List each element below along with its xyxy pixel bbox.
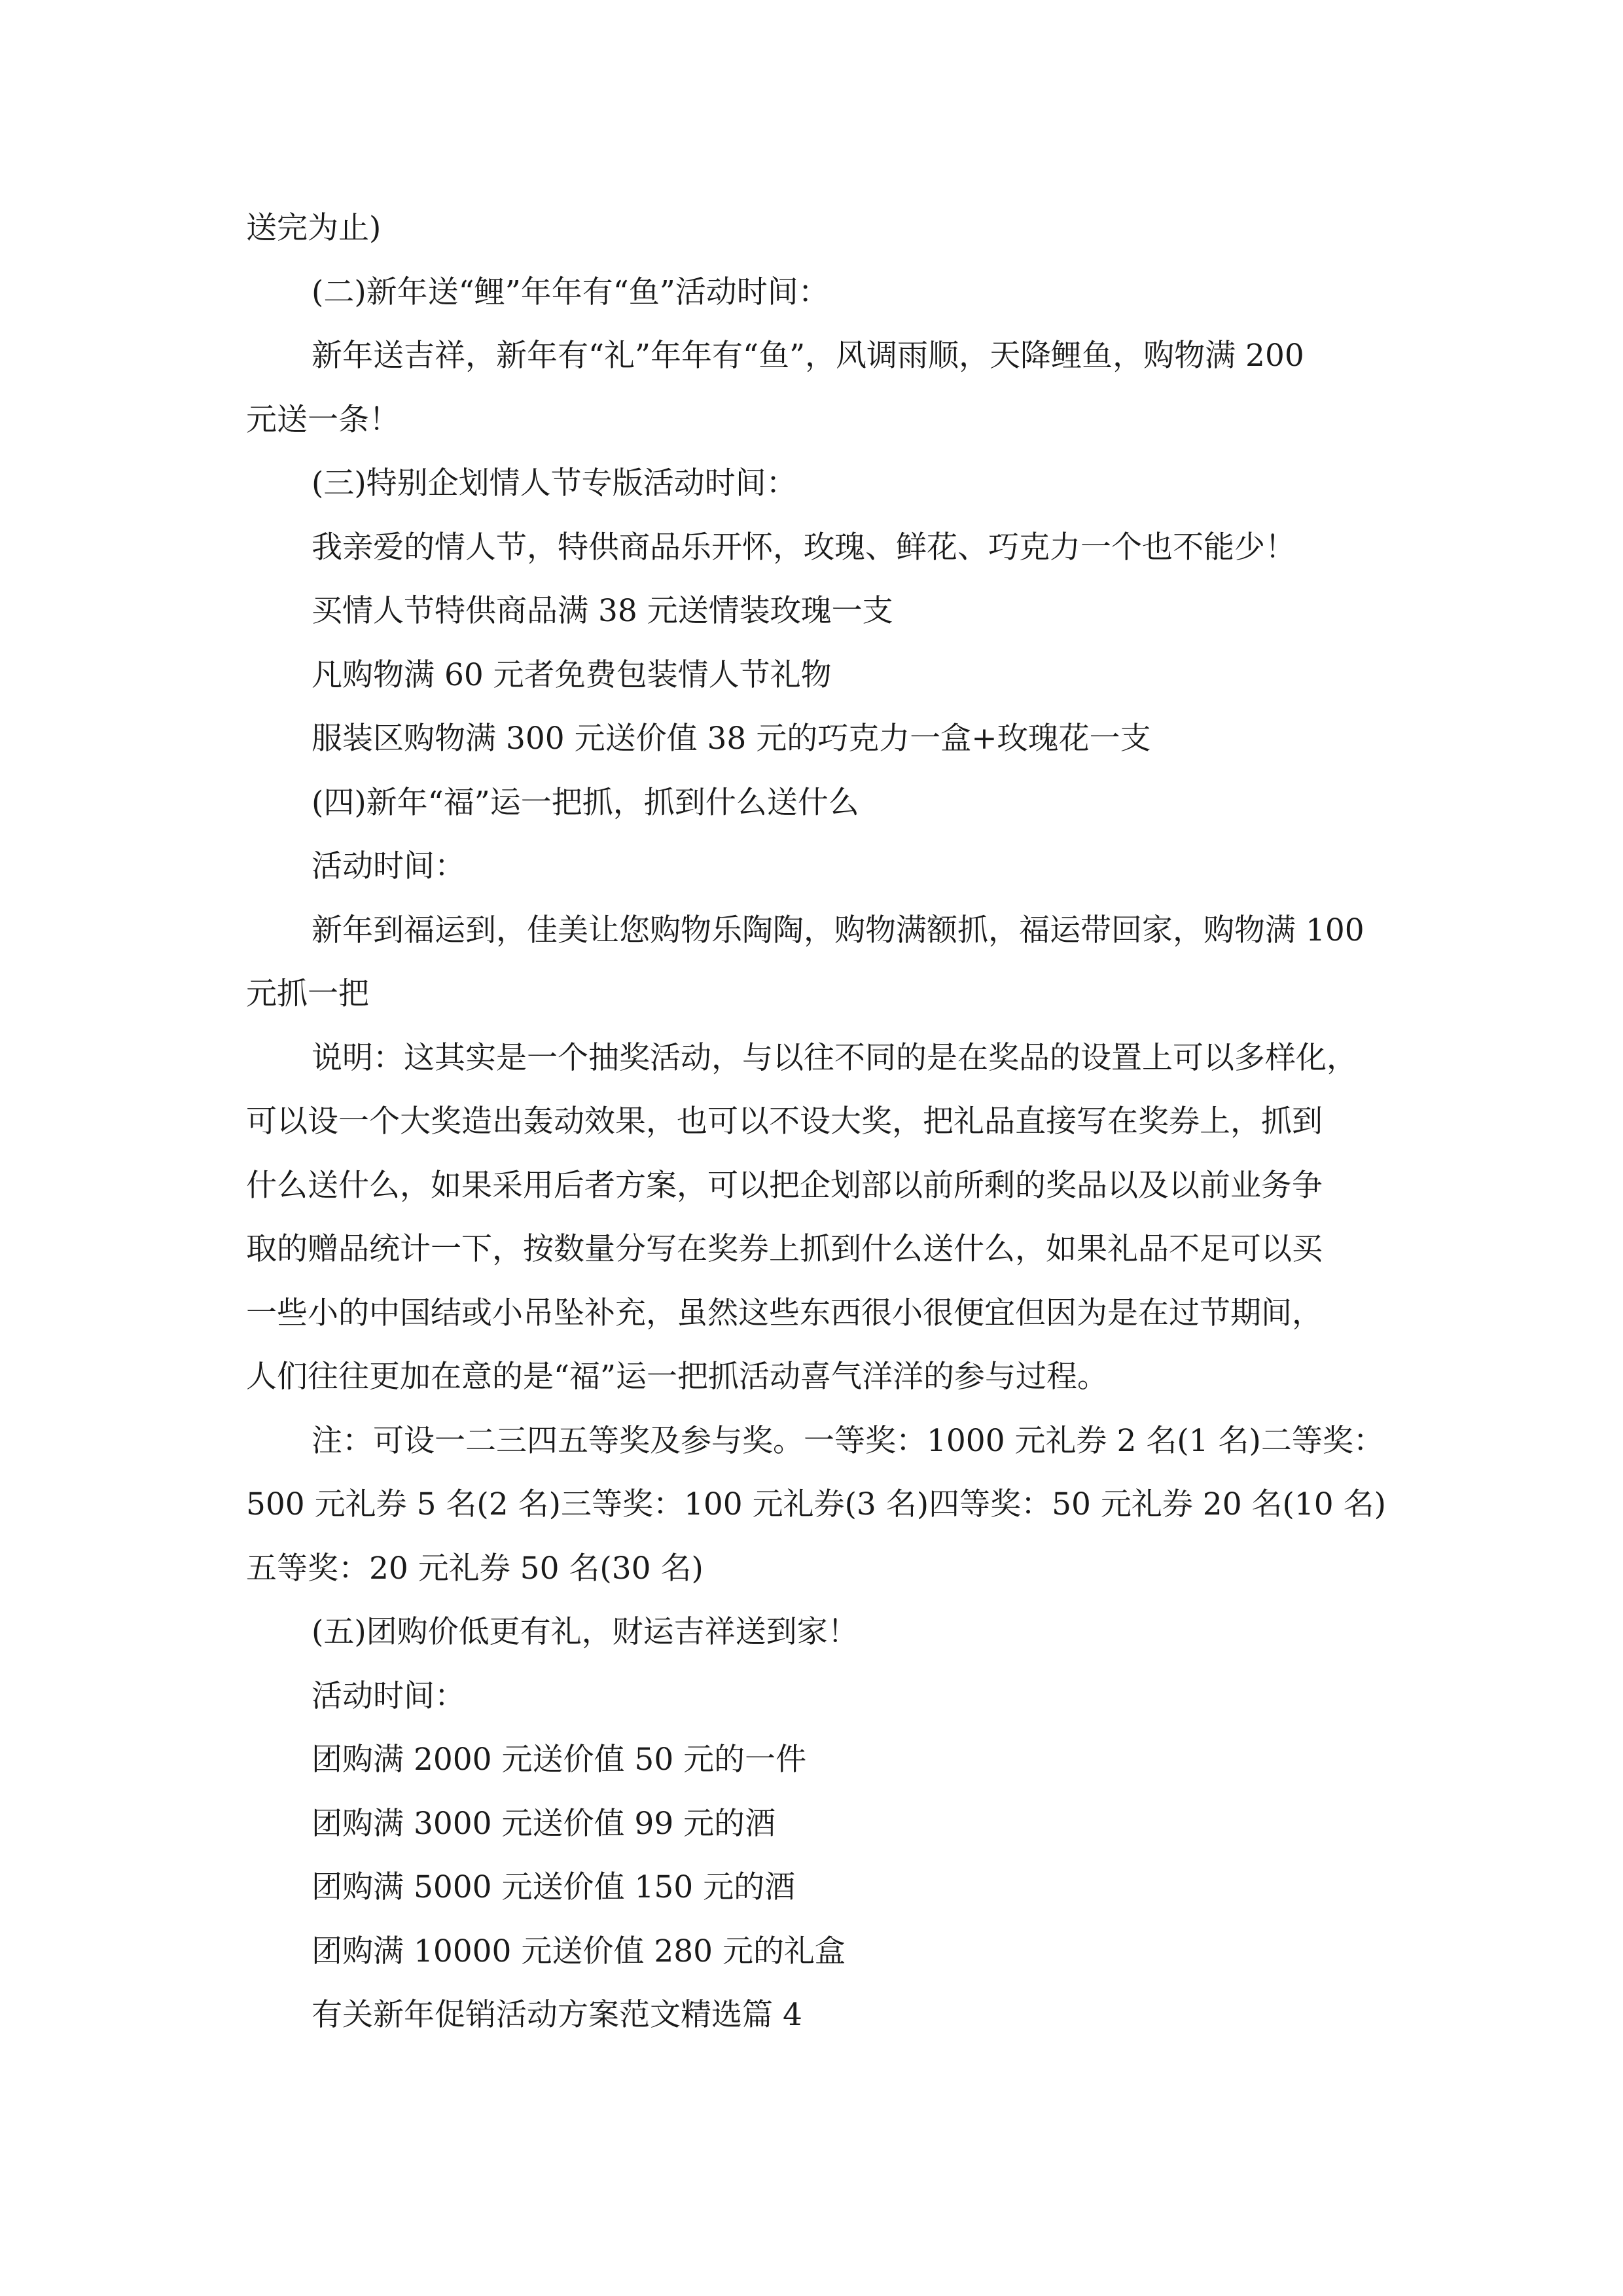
- text-line: 取的赠品统计一下，按数量分写在奖券上抓到什么送什么，如果礼品不足可以买: [246, 1231, 1323, 1267]
- text-line: 人们往往更加在意的是“福”运一把抓活动喜气洋洋的参与过程。: [246, 1359, 1109, 1395]
- text-line: 送完为止): [246, 210, 382, 246]
- text-line: 服装区购物满 300 元送价值 38 元的巧克力一盒+玫瑰花一支: [312, 721, 1151, 757]
- text-line: 元抓一把: [246, 976, 369, 1012]
- text-line: 什么送什么，如果采用后者方案，可以把企划部以前所剩的奖品以及以前业务争: [246, 1167, 1323, 1204]
- text-line: 注：可设一二三四五等奖及参与奖。一等奖：1000 元礼券 2 名(1 名)二等奖：: [312, 1422, 1384, 1459]
- text-line: 五等奖：20 元礼券 50 名(30 名): [246, 1550, 704, 1587]
- text-line: 买情人节特供商品满 38 元送情装玫瑰一支: [312, 593, 893, 629]
- text-line: 团购满 10000 元送价值 280 元的礼盒: [312, 1933, 846, 1969]
- text-line: 新年到福运到，佳美让您购物乐陶陶，购物满额抓，福运带回家，购物满 100: [312, 912, 1364, 948]
- text-line: (四)新年“福”运一把抓，抓到什么送什么: [312, 784, 859, 821]
- text-line: 500 元礼券 5 名(2 名)三等奖：100 元礼券(3 名)四等奖：50 元礼券 20 名(10 名): [246, 1486, 1386, 1522]
- text-line: 说明：这其实是一个抽奖活动，与以往不同的是在奖品的设置上可以多样化，: [312, 1039, 1357, 1076]
- text-line: (三)特别企划情人节专版活动时间：: [312, 465, 797, 501]
- text-line: 团购满 2000 元送价值 50 元的一件: [312, 1742, 807, 1778]
- text-line: 活动时间：: [312, 848, 465, 884]
- text-line: 新年送吉祥，新年有“礼”年年有“鱼”，风调雨顺，天降鲤鱼，购物满 200: [312, 338, 1304, 374]
- text-line: (二)新年送“鲤”年年有“鱼”活动时间：: [312, 274, 829, 310]
- text-line: 可以设一个大奖造出轰动效果，也可以不设大奖，把礼品直接写在奖券上，抓到: [246, 1103, 1323, 1139]
- text-line: 凡购物满 60 元者免费包装情人节礼物: [312, 656, 832, 693]
- text-line: 我亲爱的情人节，特供商品乐开怀，玫瑰、鲜花、巧克力一个也不能少！: [312, 529, 1296, 565]
- text-line: 有关新年促销活动方案范文精选篇 4: [312, 1997, 802, 2033]
- text-line: 一些小的中国结或小吊坠补充，虽然这些东西很小很便宜但因为是在过节期间，: [246, 1295, 1323, 1331]
- text-line: (五)团购价低更有礼，财运吉祥送到家！: [312, 1614, 859, 1650]
- text-line: 团购满 5000 元送价值 150 元的酒: [312, 1869, 796, 1905]
- text-line: 元送一条！: [246, 401, 400, 438]
- text-line: 活动时间：: [312, 1677, 465, 1714]
- document-body: [246, 196, 1398, 2047]
- text-line: 团购满 3000 元送价值 99 元的酒: [312, 1805, 776, 1842]
